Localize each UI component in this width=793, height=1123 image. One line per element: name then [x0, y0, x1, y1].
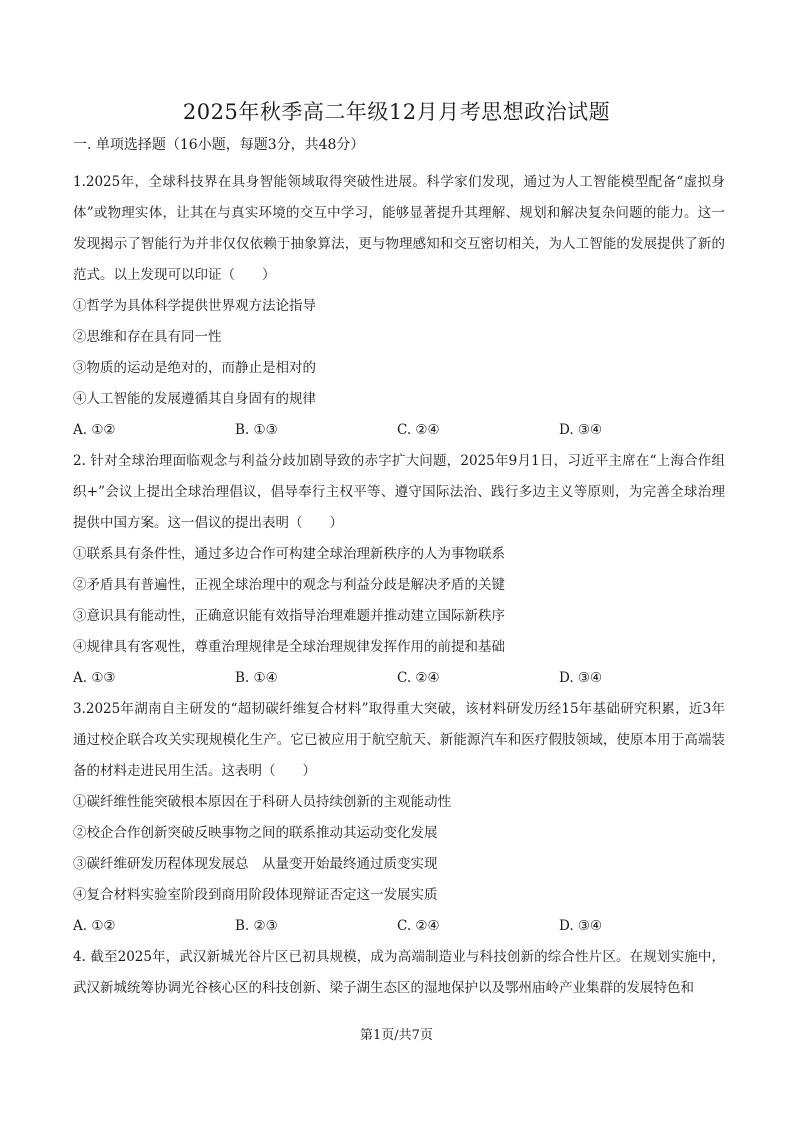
question-1-stem: 1.2025年，全球科技界在具身智能领域取得突破性进展。科学家们发现，通过为人工智能模型配备“虚拟身体”或物理实体，让其在与真实环境的交互中学习，能够显著提升其理解、规划和解决复杂问题的能力。这一发现揭示了智能行为并非仅仅依赖于抽象算法，更与物理感知和交互密切相关，为人工智能的发展提供了新的范式。以上发现可以印证（ ）	[73, 174, 725, 283]
question-1-choice-c: C. ②④	[397, 422, 440, 438]
question-3-choice-c: C. ②④	[397, 918, 440, 934]
question-3-choice-a: A. ①②	[73, 918, 116, 934]
question-1-choice-a: A. ①②	[73, 422, 116, 438]
question-2-option-3: ③意识具有能动性，正确意识能有效指导治理难题并推动建立国际新秩序	[73, 608, 505, 624]
question-1-choice-d: D. ③④	[559, 422, 603, 438]
question-3-choice-b: B. ②③	[235, 918, 278, 934]
question-2-choice-a: A. ①③	[73, 670, 116, 686]
question-1-choices	[73, 415, 725, 446]
question-4	[73, 942, 725, 1004]
question-1	[73, 167, 725, 446]
question-2	[73, 446, 725, 694]
page-title: 2025年秋季高二年级12月月考思想政治试题	[182, 100, 611, 124]
question-2-choice-d: D. ③④	[559, 670, 603, 686]
questions-content	[73, 167, 725, 1004]
question-2-choice-b: B. ①④	[235, 670, 278, 686]
question-4-stem: 4. 截至2025年，武汉新城光谷片区已初具规模，成为高端制造业与科技创新的综合性片区。在规划实施中，武汉新城统筹协调光谷核心区的科技创新、梁子湖生态区的湿地保护以及鄂州庙岭产业集群的发展特色和	[73, 949, 725, 996]
question-1-option-3: ③物质的运动是绝对的，而静止是相对的	[73, 360, 316, 376]
question-1-option-4: ④人工智能的发展遵循其自身固有的规律	[73, 391, 316, 407]
question-3-option-1: ①碳纤维性能突破根本原因在于科研人员持续创新的主观能动性	[73, 794, 451, 810]
question-3-option-3: ③碳纤维研发历程体现发展总 从量变开始最终通过质变实现	[73, 856, 438, 872]
question-2-option-2: ②矛盾具有普遍性，正视全球治理中的观念与利益分歧是解决矛盾的关键	[73, 577, 505, 593]
question-3-stem: 3.2025年湖南自主研发的“超韧碳纤维复合材料”取得重大突破，该材料研发历经15年基础研究积累，近3年通过校企联合攻关实现规模化生产。它已被应用于航空航天、新能源汽车和医疗假肢领域，使原本用于高端装备的材料走进民用生活。这表明（ ）	[73, 701, 725, 779]
question-3	[73, 694, 725, 942]
question-1-option-2: ②思维和存在具有同一性	[73, 329, 222, 345]
question-2-option-1: ①联系具有条件性，通过多边合作可构建全球治理新秩序的人为事物联系	[73, 546, 505, 562]
question-2-choice-c: C. ②④	[397, 670, 440, 686]
question-3-option-2: ②校企合作创新突破反映事物之间的联系推动其运动变化发展	[73, 825, 438, 841]
question-3-choice-d: D. ③④	[559, 918, 603, 934]
question-2-stem: 2. 针对全球治理面临观念与利益分歧加剧导致的赤字扩大问题，2025年9月1日，习近平主席在“上海合作组织+”会议上提出全球治理倡议，倡导奉行主权平等、遵守国际法治、践行多边主义等原则，为完善全球治理提供中国方案。这一倡议的提出表明（ ）	[73, 453, 725, 531]
question-1-choice-b: B. ①③	[235, 422, 278, 438]
question-2-option-4: ④规律具有客观性，尊重治理规律是全球治理规律发挥作用的前提和基础	[73, 639, 505, 655]
question-2-choices	[73, 663, 725, 694]
page-footer: 第1页/共7页	[360, 1028, 433, 1043]
question-3-option-4: ④复合材料实验室阶段到商用阶段体现辩证否定这一发展实质	[73, 887, 438, 903]
question-3-choices	[73, 911, 725, 942]
question-1-option-1: ①哲学为具体科学提供世界观方法论指导	[73, 298, 316, 314]
section-heading: 一. 单项选择题（16小题，每题3分，共48分）	[73, 137, 365, 153]
